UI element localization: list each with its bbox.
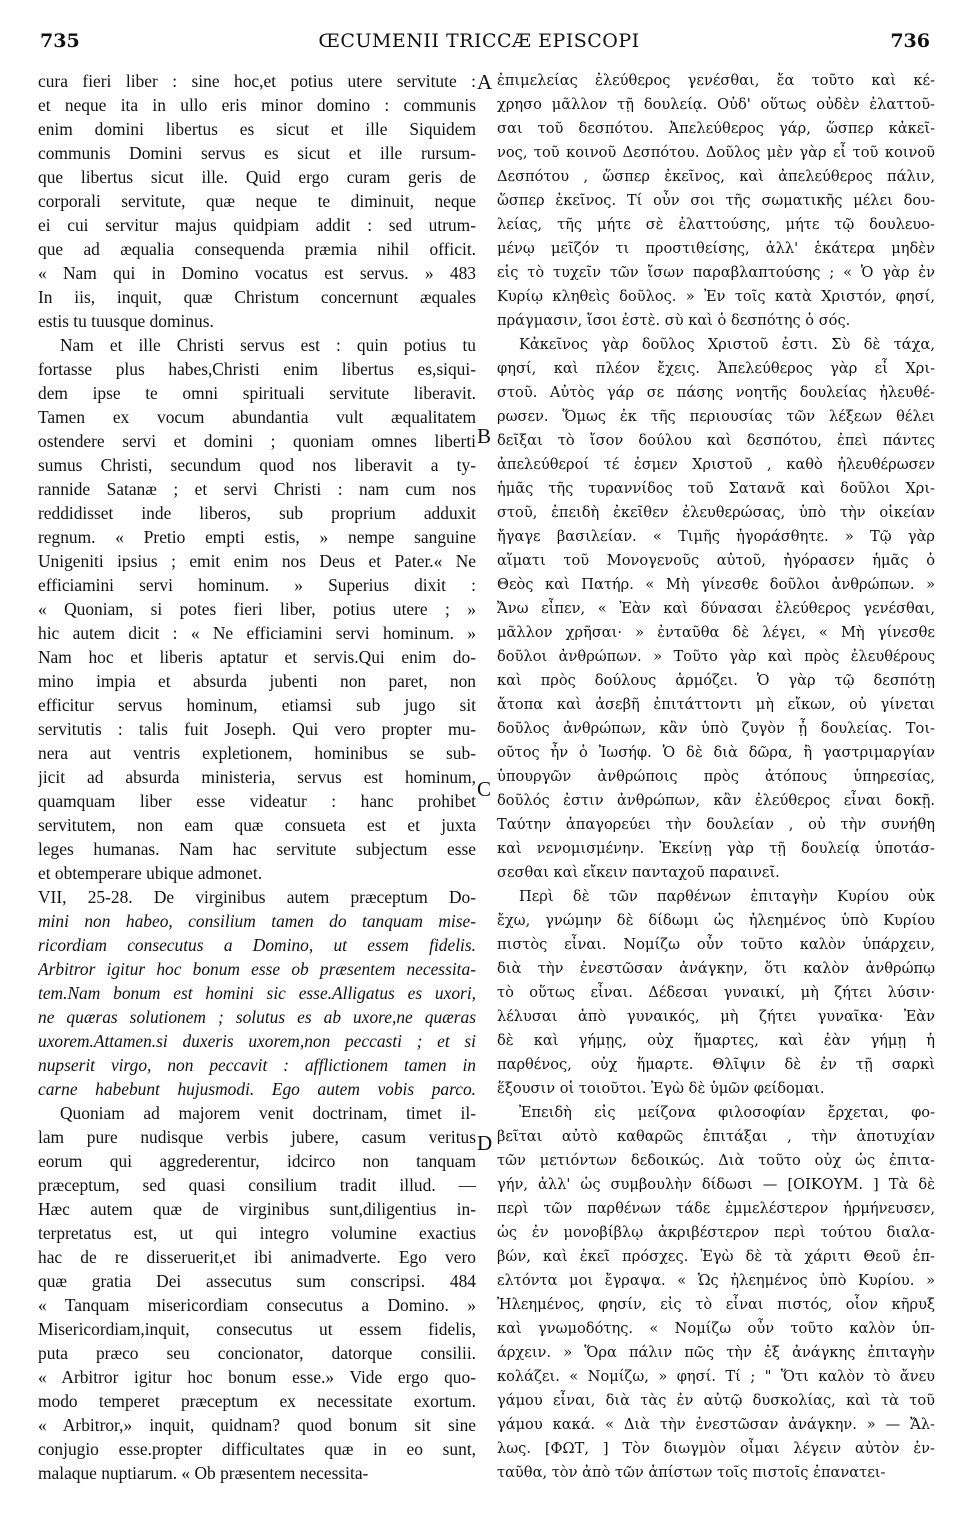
line-text: Unigeniti ipsius ; emit enim nos Deus et Pater.« Ne	[38, 551, 476, 571]
text-line	[38, 1414, 476, 1436]
text-line	[38, 526, 476, 548]
text-line	[497, 982, 935, 1004]
text-line	[38, 550, 476, 572]
text-line	[38, 502, 476, 524]
line-text: « Arbitror,» inquit, quidnam? quod bonum sit sine	[38, 1415, 476, 1435]
text-line	[497, 1174, 935, 1196]
text-line	[497, 1078, 935, 1100]
text-line	[38, 790, 476, 812]
line-text: Misericordiam,inquit, consecutus ut essem fidelis,	[38, 1319, 476, 1339]
text-line	[38, 670, 476, 692]
text-line	[497, 1246, 935, 1268]
text-line	[497, 1030, 935, 1052]
text-line	[497, 190, 935, 212]
line-text: βεῖται αὐτὸ καθαρῶς ἐπιτάξαι , τὴν ἀποτυχίαν	[497, 1128, 935, 1145]
line-text: βών, καὶ ἐκεῖ πρόσχες. Ἐγὼ δὲ τὰ χάριτι Θεοῦ ἐπ-	[497, 1248, 935, 1265]
line-text: Arbitror igitur hoc bonum esse ob præsentem necessita-	[38, 959, 476, 979]
line-text: οῦτος ἦν ὁ Ἰωσήφ. Ὁ δὲ διὰ δῶρα, ἢ γαστριμαργίαν	[497, 744, 935, 761]
text-line	[497, 1198, 935, 1220]
line-text: fortasse plus habes,Christi enim libertus es,siqui-	[38, 359, 476, 379]
line-text: et obtemperare ubique admonet.	[38, 863, 263, 883]
line-text: mini non habeo, consilium tamen do tanquam mise-	[38, 911, 476, 931]
line-text: γάμου κακά. « Διὰ τὴν ἐνεστῶσαν ἀνάγκην. » — Ἄλ-	[497, 1416, 935, 1433]
margin-marker-a: A	[477, 70, 493, 94]
text-line	[38, 1078, 476, 1100]
line-text: jicit ad absurda ministeria, servus est hominum,	[38, 767, 476, 787]
text-line	[38, 1150, 476, 1172]
line-text: modo temperet præceptum ex necessitate exortum.	[38, 1391, 476, 1411]
line-text: « Nam qui in Domino vocatus est servus. » 483	[38, 263, 476, 283]
line-text: Κυρίῳ κληθεὶς δοῦλος. » Ἐν τοῖς κατὰ Χριστόν, φησί,	[497, 288, 935, 305]
line-text: tem.Nam bonum est homini sic esse.Alligatus es uxori,	[38, 983, 476, 1003]
text-line	[497, 1054, 935, 1076]
text-line	[38, 1342, 476, 1364]
text-line	[497, 1126, 935, 1148]
line-text: καὶ πρὸς δούλους ἁρμόζει. Ὁ γὰρ τῷ δεσπότῃ	[497, 672, 935, 689]
line-text: δεῖξαι τὸ ἴσον δούλου καὶ δεσπότου, ἐπεὶ πάντες	[497, 432, 935, 449]
line-text: servitutis : talis fuit Joseph. Qui vero propter mu-	[38, 719, 476, 739]
text-line	[38, 238, 476, 260]
line-text: σεσθαι καὶ εἴκειν πανταχοῦ παραινεῖ.	[497, 864, 780, 881]
line-text: « Tanquam misericordiam consecutus a Domino. »	[38, 1295, 476, 1315]
line-text: ἐπιμελείας ἐλεύθερος γενέσθαι, ἔα τοῦτο καὶ κέ-	[497, 72, 935, 89]
line-text: ελτόντα μοι ἔγραψα. « Ὡς ἠλεημένος ὑπὸ Κυρίου. »	[497, 1272, 935, 1289]
line-text: que libertus sicut ille. Quid ergo curam geris de	[38, 167, 476, 187]
line-text: πράγμασιν, ἴσοι ἐστὲ. σὺ καὶ ὁ δεσπότης ὁ σός.	[497, 312, 851, 329]
line-text: eorum qui aggrederentur, idcirco non tanquam	[38, 1151, 476, 1171]
text-line	[497, 886, 935, 908]
line-text: quæ gratia Dei assecutus sum conscripsi. 484	[38, 1271, 476, 1291]
text-line	[497, 286, 935, 308]
text-line	[497, 862, 935, 884]
line-text: δοῦλος ἀνθρώπων, κἂν ὑπὸ ζυγὸν ᾖ δουλείας. Τοι-	[497, 720, 935, 737]
text-line	[38, 334, 476, 356]
line-text: ἤγαγε βασιλείαν. « Τιμῆς ἠγοράσθητε. » Τῷ γὰρ	[497, 528, 935, 545]
text-line	[497, 430, 935, 452]
text-line	[38, 958, 476, 980]
text-line	[38, 1294, 476, 1316]
line-text: Ἐπειδὴ εἰς μείζονα φιλοσοφίαν ἔρχεται, φο-	[519, 1104, 935, 1121]
line-text: πιστὸς εἶναι. Νομίζω οὖν τοῦτο καλὸν ὑπάρχειν,	[497, 936, 935, 953]
text-line	[38, 574, 476, 596]
text-line	[38, 982, 476, 1004]
line-text: νος, τοῦ κοινοῦ Δεσπότου. Δοῦλος μὲν γὰρ εἶ τοῦ κοινοῦ	[497, 144, 935, 161]
text-line	[38, 934, 476, 956]
line-text: στοῦ. Αὐτὸς γάρ σε πάσης νοητῆς δουλείας ἠλευθέ-	[497, 384, 935, 401]
text-line	[497, 1102, 935, 1124]
line-text: « Arbitror igitur hoc bonum esse.» Vide ergo quo-	[38, 1367, 476, 1387]
text-line	[497, 1438, 935, 1460]
line-text: μᾶλλον χρῆσαι· » ἐνταῦθα δὲ λέγει, « Μὴ γίνεσθε	[497, 624, 935, 641]
line-text: Περὶ δὲ τῶν παρθένων ἐπιταγὴν Κυρίου οὐκ	[519, 888, 935, 905]
margin-marker-d: D	[477, 1131, 493, 1155]
text-line	[497, 694, 935, 716]
line-text: Ἠλεημένος, φησίν, εἰς τὸ εἶναι πιστός, οἷον κῆρυξ	[497, 1296, 935, 1313]
text-line	[38, 454, 476, 476]
text-line	[497, 622, 935, 644]
text-line	[38, 286, 476, 308]
text-line	[497, 262, 935, 284]
margin-marker-b: B	[477, 424, 492, 448]
text-line	[497, 94, 935, 116]
line-text: enim domini libertus es sicut et ille Siquidem	[38, 119, 476, 139]
margin-marker-c: C	[477, 777, 492, 801]
text-line	[497, 118, 935, 140]
line-text: Ταύτην ἀπαγορεύει τὴν δουλείαν , οὐ τὴν συνήθη	[497, 816, 935, 833]
line-text: estis tu tuusque dominus.	[38, 311, 214, 331]
line-text: άρχειν. » Ὅρα πάλιν πῶς τὴν ἐξ ἀνάγκης ἐπιταγὴν	[497, 1344, 935, 1361]
text-line	[38, 1366, 476, 1388]
line-text: Nam hoc et liberis aptatur et servis.Qui enim do-	[38, 647, 476, 667]
line-text: καὶ γνωμοδότης. « Νομίζω οὖν τοῦτο καλὸν ὑπ-	[497, 1320, 935, 1337]
text-line	[38, 94, 476, 116]
text-line	[497, 718, 935, 740]
text-line	[38, 406, 476, 428]
text-line	[38, 430, 476, 452]
text-line	[497, 1462, 935, 1484]
text-line	[38, 1006, 476, 1028]
line-text: « Quoniam, si potes fieri liber, potius utere ; »	[38, 599, 476, 619]
text-line	[38, 598, 476, 620]
text-line	[38, 886, 476, 908]
text-line	[38, 1198, 476, 1220]
text-line	[38, 862, 476, 884]
text-line	[497, 526, 935, 548]
line-text: leges humanas. Nam hac servitute subjectum esse	[38, 839, 476, 859]
line-text: servitutem, non eam quæ consueta est et juxta	[38, 815, 476, 835]
line-text: efficiamini servi hominum. » Superius dixit :	[38, 575, 476, 595]
running-title: ŒCUMENII TRICCÆ EPISCOPI	[318, 30, 640, 52]
text-line	[38, 142, 476, 164]
text-line	[38, 1126, 476, 1148]
text-line	[497, 166, 935, 188]
text-line	[497, 766, 935, 788]
text-line	[497, 502, 935, 524]
line-text: conjugio esse.propter difficultates quæ in eo sunt,	[38, 1439, 476, 1459]
text-line	[38, 70, 476, 92]
line-text: efficitur servus hominum, etiamsi sub jugo sit	[38, 695, 476, 715]
text-line	[497, 1414, 935, 1436]
line-text: ἄτοπα καὶ ἀσεβῆ ἐπιτάττοντι μὴ εἴκων, οὐ γίνεται	[497, 696, 935, 713]
text-line	[497, 478, 935, 500]
text-line	[38, 742, 476, 764]
line-text: λως. [ΦΩΤ, ] Τὸν διωγμὸν οἶμαι λέγειν αὐτὸν ἐν-	[497, 1440, 935, 1457]
line-text: Κἀκεῖνος γὰρ δοῦλος Χριστοῦ ἐστι. Σὺ δὲ τάχα,	[519, 336, 935, 353]
line-text: regnum. « Pretio empti estis, » nempe sanguine	[38, 527, 476, 547]
text-line	[497, 646, 935, 668]
line-text: ἡμᾶς τῆς τυραννίδος τοῦ Σατανᾶ καὶ δοῦλοι Χρι-	[497, 480, 935, 497]
line-text: λέλυσαι ἀπὸ γυναικός, μὴ ζήτει γυναῖκα· Ἐὰν	[497, 1008, 935, 1025]
line-text: reddidisset inde liberos, sub proprium adduxit	[38, 503, 476, 523]
text-line	[38, 1102, 476, 1124]
line-text: παρθένος, οὐχ ἥμαρτε. Θλῖψιν δὲ ἐν τῇ σαρκὶ	[497, 1056, 935, 1073]
text-line	[38, 214, 476, 236]
line-text: VII, 25-28. De virginibus autem præceptum Do-	[38, 887, 476, 907]
line-text: χρησο μᾶλλον τῇ δουλείᾳ. Οὐδ' οὕτως οὐδὲν ἐλαττοῦ-	[497, 96, 935, 113]
line-text: ἔχω, γνώμην δὲ δίδωμι ὡς ἠλεημένος ὑπὸ Κυρίου	[497, 912, 935, 929]
line-text: communis Domini servus es sicut et ille rursum-	[38, 143, 476, 163]
text-line	[497, 334, 935, 356]
text-line	[38, 1174, 476, 1196]
line-text: dem ipse te omni spirituali servitute liberavit.	[38, 383, 476, 403]
line-text: δοῦλοι ἀνθρώπων. » Τοῦτο γὰρ καὶ πρὸς ἐλευθέρους	[497, 648, 935, 665]
text-line	[38, 478, 476, 500]
line-text: In iis, inquit, quæ Christum concernunt æquales	[38, 287, 476, 307]
text-line	[497, 1222, 935, 1244]
line-text: περὶ τῶν παρθένων τάδε ἐμμελέστερον ἡρμήνευσεν,	[497, 1200, 935, 1217]
text-line	[38, 190, 476, 212]
line-text: uxorem.Attamen.si duxeris uxorem,non peccasti ; et si	[38, 1031, 476, 1051]
line-text: hac de re disseruerit,et ibi animadverte. Ego vero	[38, 1247, 476, 1267]
line-text: τὸ οὕτως εἶναι. Δέδεσαι γυναικί, μὴ ζήτει λύσιν·	[497, 984, 935, 1001]
line-text: præceptum, sed quasi consilium tradit illud. —	[38, 1175, 476, 1195]
line-text: τῶν μετιόντων δεδοικώς. Διὰ τοῦτο οὐχ ὡς ἐπιτα-	[497, 1152, 935, 1169]
text-line	[497, 814, 935, 836]
line-text: ὥσπερ ἐκεῖνος. Τί οὖν σοι τῆς σωματικῆς μέλει δου-	[497, 192, 935, 209]
line-text: hic autem dicit : « Ne efficiamini servi hominum. »	[38, 623, 476, 643]
text-line	[497, 910, 935, 932]
text-line	[497, 1270, 935, 1292]
text-line	[38, 358, 476, 380]
text-line	[497, 1342, 935, 1364]
line-text: terpretatus est, ut qui integro volumine exactius	[38, 1223, 476, 1243]
line-text: ἀπελεύθεροί τέ ἐσμεν Χριστοῦ , καθὸ ἠλευθέρωσεν	[497, 456, 935, 473]
line-text: σαι τοῦ δεσπότου. Ἀπελεύθερος γάρ, ὥσπερ κἀκεῖ-	[497, 120, 935, 137]
text-line	[497, 454, 935, 476]
line-text: lam pure nudisque verbis jubere, casum veritus	[38, 1127, 476, 1147]
line-text: γήν, ἀλλ' ὡς συμβουλὴν δίδωσι — [ΟΙΚΟΥΜ. ] Τὰ δὲ	[497, 1176, 935, 1193]
text-line	[497, 358, 935, 380]
text-line	[497, 598, 935, 620]
text-line	[38, 262, 476, 284]
line-text: que ad æqualia consequenda præmia nihil officit.	[38, 239, 476, 259]
line-text: δοῦλός ἐστιν ἀνθρώπων, κἂν ἐλεύθερος εἶναι δοκῇ.	[497, 792, 935, 809]
text-line	[38, 646, 476, 668]
right-page-number: 736	[890, 30, 930, 52]
left-page-number: 735	[40, 30, 80, 52]
line-text: rannide Satanæ ; et servi Christi : nam cum nos	[38, 479, 476, 499]
line-text: μένῳ μεῖζόν τι προστιθείσης, ἀλλ' ἑκάτερα μηδὲν	[497, 240, 935, 257]
text-line	[497, 1150, 935, 1172]
text-line	[497, 238, 935, 260]
text-line	[497, 1318, 935, 1340]
text-line	[497, 70, 935, 92]
page-header	[0, 30, 958, 60]
text-line	[497, 310, 935, 332]
line-text: φησί, καὶ πλέον ἔχεις. Ἀπελεύθερος γὰρ εἶ Χρι-	[497, 360, 935, 377]
text-line	[38, 1438, 476, 1460]
text-line	[497, 838, 935, 860]
line-text: γάμου εἶναι, διὰ τὰς ἐν αὐτῷ δυσκολίας, καὶ τὰ τοῦ	[497, 1392, 935, 1409]
line-text: carne habebunt hujusmodi. Ego autem vobis parco.	[38, 1079, 476, 1099]
line-text: Nam et ille Christi servus est : quin potius tu	[60, 335, 476, 355]
text-line	[497, 1006, 935, 1028]
text-line	[497, 1366, 935, 1388]
line-text: ἕξουσιν οἱ τοιοῦτοι. Ἐγὼ δὲ ὑμῶν φείδομαι.	[497, 1080, 825, 1097]
line-text: Tamen ex vocum abundantia vult æqualitatem	[38, 407, 476, 427]
text-line	[38, 838, 476, 860]
text-line	[497, 550, 935, 572]
text-line	[497, 406, 935, 428]
text-line	[38, 1054, 476, 1076]
line-text: Quoniam ad majorem venit doctrinam, timet il-	[60, 1103, 476, 1123]
line-text: αἵματι τοῦ Μονογενοῦς αὐτοῦ, ἠγόρασεν ἡμᾶς ὁ	[497, 552, 935, 569]
text-line	[38, 1222, 476, 1244]
line-text: διὰ τὴν ἐνεστῶσαν ἀνάγκην, ὅτι καλὸν ἀνθρώπῳ	[497, 960, 935, 977]
line-text: ταῦθα, τὸν ἀπὸ τῶν ἀπίστων τοῖς πιστοῖς ἐπανατει-	[497, 1464, 886, 1481]
text-line	[38, 1318, 476, 1340]
line-text: καὶ νενομισμένην. Ἐκείνῃ γὰρ τῇ δουλείᾳ ὑποτάσ-	[497, 840, 935, 857]
line-text: στοῦ, ἐπειδὴ ἐκεῖθεν ἐλευθερώσας, ὑπὸ τὴν οἰκείαν	[497, 504, 935, 521]
line-text: δὲ καὶ γήμῃς, οὐχ ἥμαρτες, καὶ ἐὰν γήμῃ ἡ	[497, 1032, 935, 1049]
line-text: κολάζει. « Νομίζω, » φησί. Τί ; " Ὅτι καλὸν τὸ ἄνευ	[497, 1368, 935, 1385]
text-line	[497, 214, 935, 236]
text-line	[38, 166, 476, 188]
line-text: Δεσπότου , ὥσπερ ἐκεῖνος, καὶ ἀπελεύθερος πάλιν,	[497, 168, 935, 185]
line-text: Ἄνω εἶπεν, « Ἐὰν καὶ δύνασαι ἐλεύθερος γενέσθαι,	[497, 600, 935, 617]
text-line	[38, 694, 476, 716]
line-text: ostendere servi et domini ; quoniam omnes liberti	[38, 431, 476, 451]
line-text: ρωσεν. Ὅμως ἐκ τῆς περιουσίας τῶν λέξεων θέλει	[497, 408, 935, 425]
line-text: Θεὸς καὶ Πατήρ. « Μὴ γίνεσθε δοῦλοι ἀνθρώπων. »	[497, 576, 935, 593]
text-line	[38, 814, 476, 836]
line-text: quamquam liber esse videatur : hanc prohibet	[38, 791, 476, 811]
line-text: ne quæras solutionem ; solutus es ab uxore,ne quæras	[38, 1007, 476, 1027]
text-line	[497, 790, 935, 812]
line-text: corporali servitute, quæ neque te diminuit, neque	[38, 191, 476, 211]
line-text: et neque ita in ullo eris minor domino : communis	[38, 95, 476, 115]
text-line	[38, 1030, 476, 1052]
line-text: ricordiam consecutus a Domino, ut essem fidelis.	[38, 935, 476, 955]
text-line	[38, 1390, 476, 1412]
text-line	[38, 382, 476, 404]
line-text: εἰς τὸ τυχεῖν τῶν ἴσων παραβλαπτούσης ; « Ὁ γὰρ ἐν	[497, 264, 935, 281]
text-line	[38, 622, 476, 644]
text-line	[497, 934, 935, 956]
text-line	[497, 382, 935, 404]
text-line	[497, 142, 935, 164]
text-line	[38, 1270, 476, 1292]
text-line	[497, 670, 935, 692]
text-line	[497, 958, 935, 980]
line-text: puta præco seu concionator, datorque consilii.	[38, 1343, 476, 1363]
text-line	[497, 574, 935, 596]
line-text: cura fieri liber : sine hoc,et potius utere servitute :	[38, 71, 476, 91]
text-line	[38, 910, 476, 932]
line-text: malaque nuptiarum. « Ob præsentem necessita-	[38, 1463, 369, 1483]
text-line	[497, 742, 935, 764]
text-line	[38, 118, 476, 140]
text-line	[38, 310, 476, 332]
line-text: nupserit virgo, non peccavit : afflictionem tamen in	[38, 1055, 476, 1075]
line-text: ei cui servitur majus quidpiam addit : sed utrum-	[38, 215, 476, 235]
line-text: sumus Christi, secundum quod nos liberavit a ty-	[38, 455, 476, 475]
line-text: ὑπουργῶν ἀνθρώποις πρὸς ἀτόπους ὑπηρεσίας,	[497, 768, 935, 785]
text-line	[38, 718, 476, 740]
line-text: nera aut ventris expletionem, hominibus se sub-	[38, 743, 476, 763]
line-text: mino impia et absurda jubenti non paret, non	[38, 671, 476, 691]
text-line	[497, 1390, 935, 1412]
text-line	[38, 1462, 476, 1484]
line-text: λείας, τῆς μήτε σὲ ἐλαττούσης, μήτε τῷ δουλευο-	[497, 216, 935, 233]
line-text: Hæc autem quæ de virginibus sunt,diligentius in-	[38, 1199, 476, 1219]
line-text: ὡς ἐν μονοβίβλῳ ἀκριβέστερον περὶ τούτου διαλα-	[497, 1224, 935, 1241]
text-line	[38, 1246, 476, 1268]
text-line	[497, 1294, 935, 1316]
text-line	[38, 766, 476, 788]
